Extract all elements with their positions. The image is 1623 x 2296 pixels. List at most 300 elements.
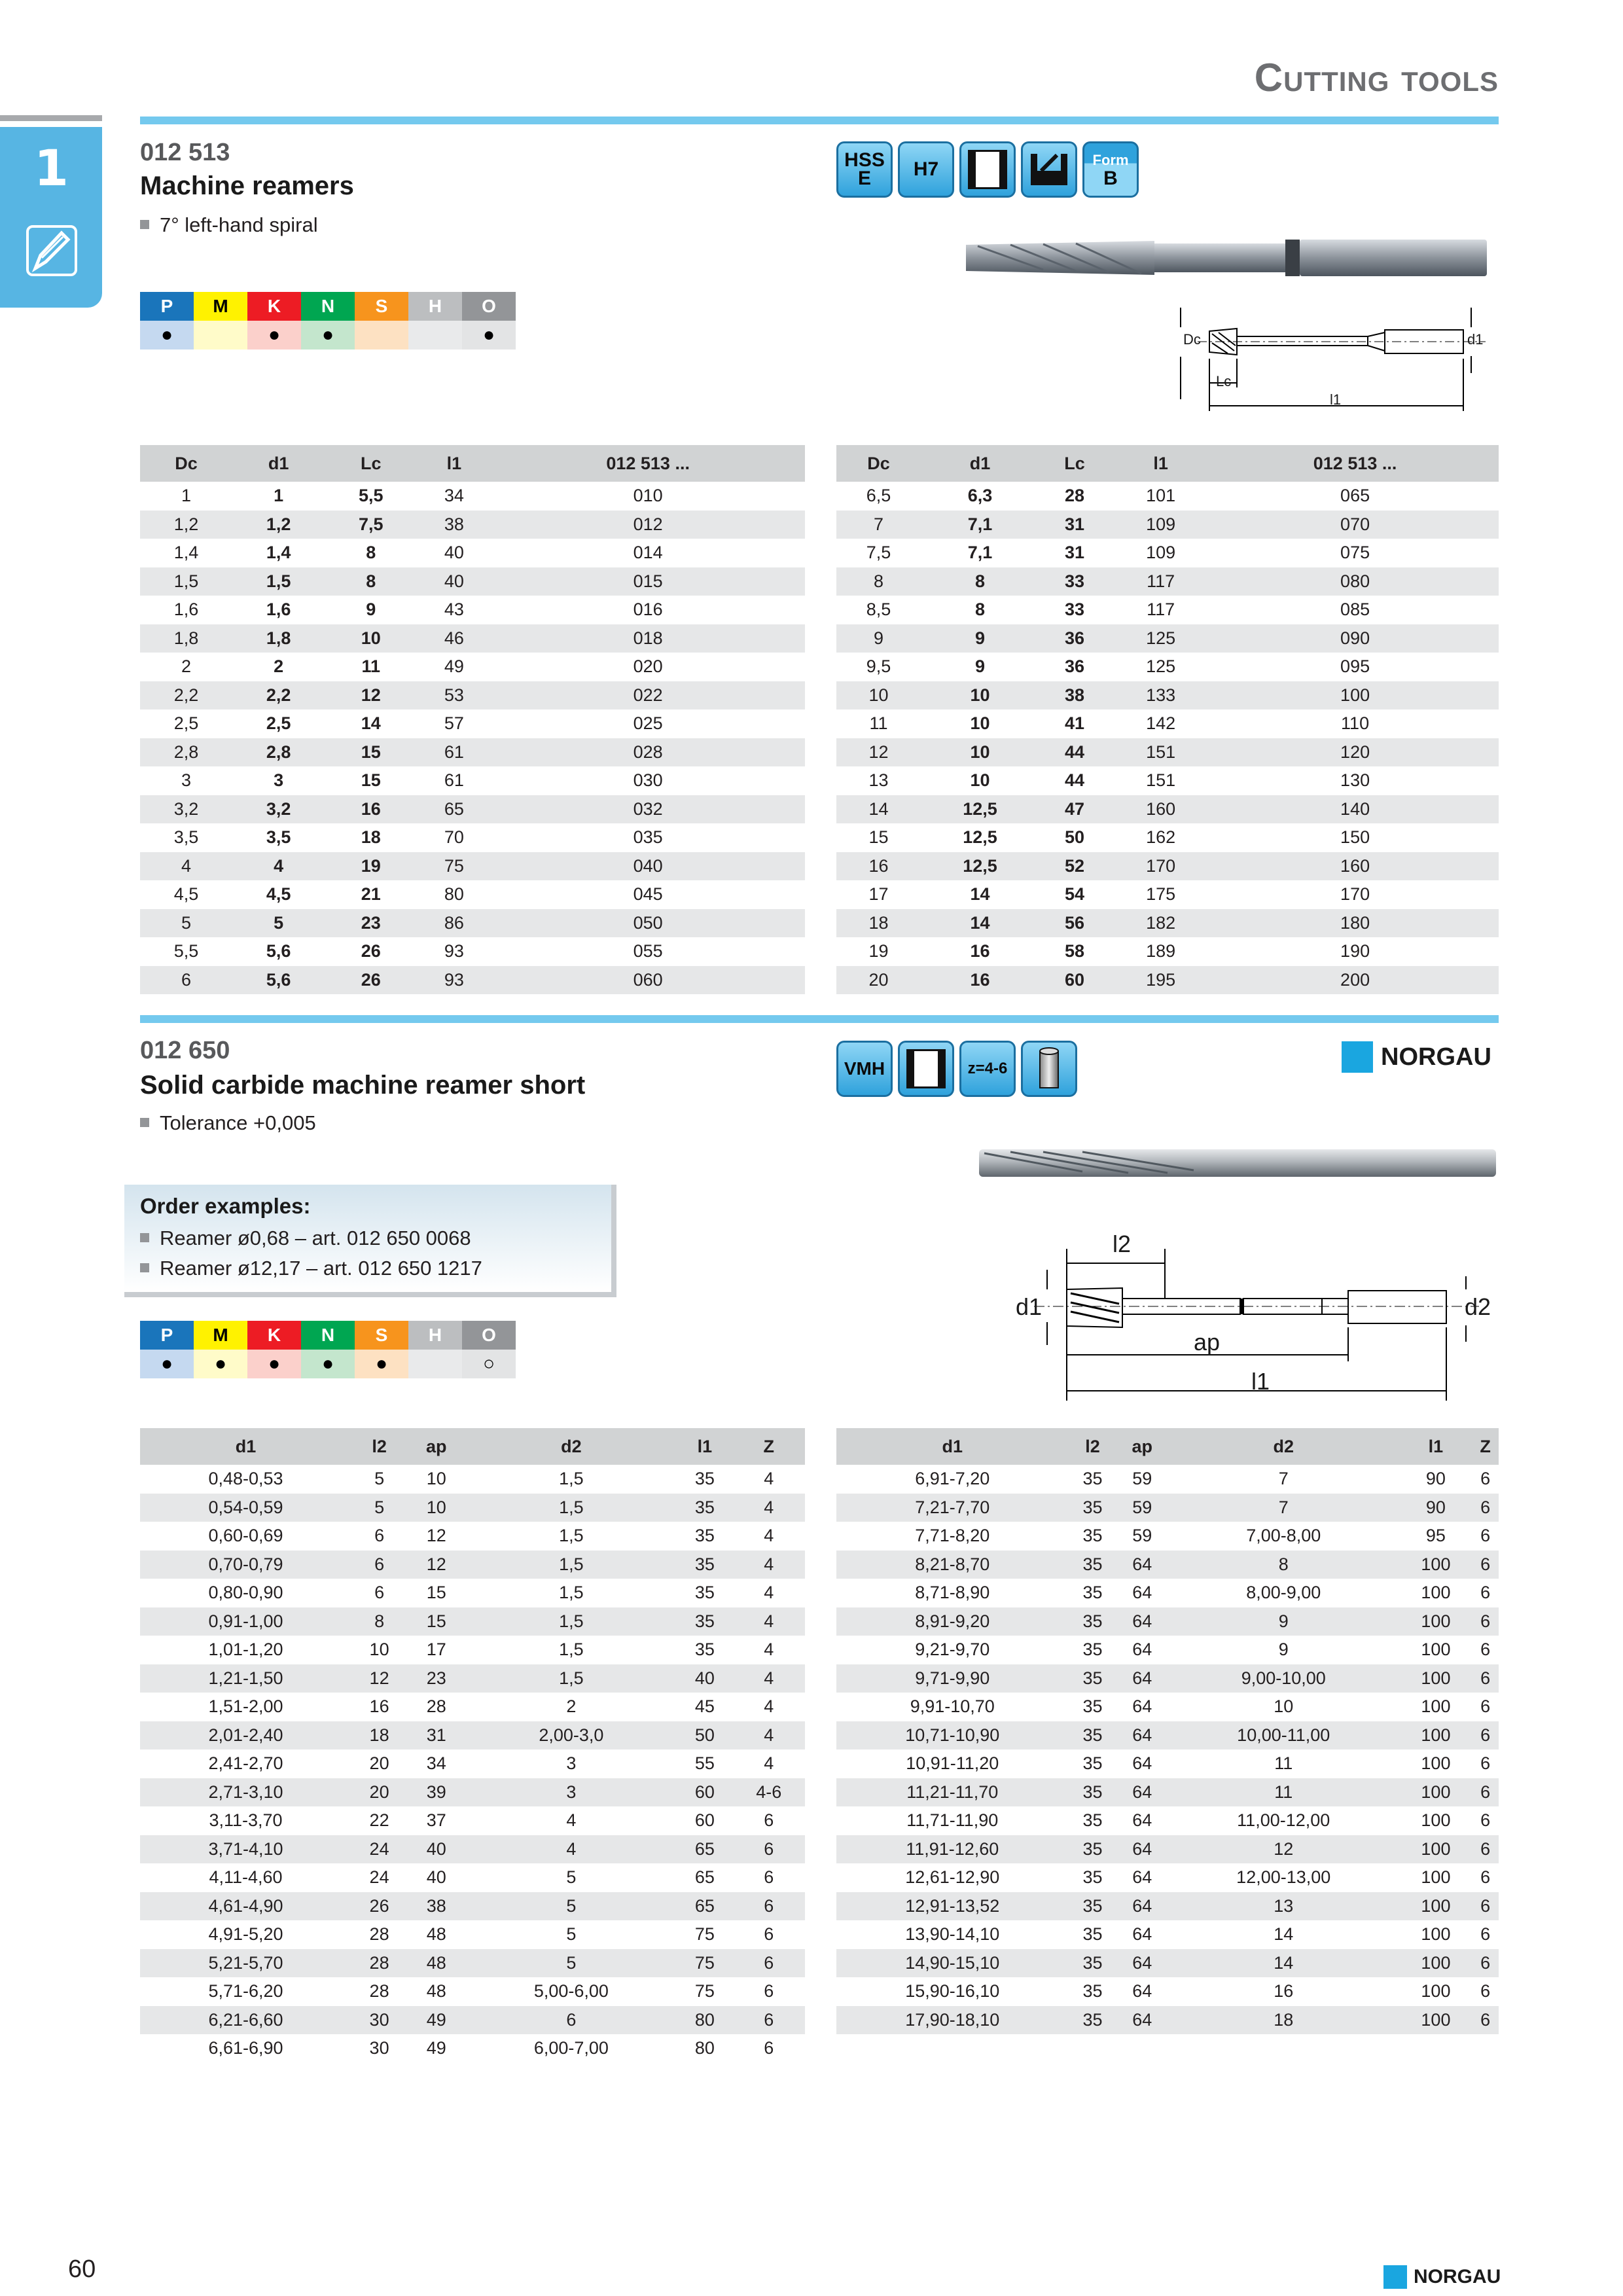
table-cell: 125 (1146, 656, 1176, 677)
table-cell: 1 (274, 486, 284, 506)
chapter-number: 1 (34, 139, 69, 197)
table-cell: 100 (1421, 1924, 1451, 1945)
table-cell: 2,00-3,0 (465, 1721, 677, 1750)
table-cell: 64 (1116, 1949, 1168, 1978)
table-cell: 100 (1400, 1721, 1472, 1750)
table-cell: 6 (1472, 1892, 1499, 1921)
table-row (836, 937, 1499, 966)
section2-badges (836, 1041, 1085, 1100)
table-cell: 4,61-4,90 (140, 1892, 351, 1921)
table-cell: 40 (444, 543, 464, 563)
table-cell: 35 (1082, 1753, 1103, 1774)
table-cell: 1,4 (266, 543, 291, 563)
table-cell: 2,5 (173, 713, 199, 734)
table-cell: 59 (1116, 1494, 1168, 1522)
table-cell: 100 (1421, 1640, 1451, 1660)
norgau-brand-text: NORGAU (1381, 1043, 1491, 1071)
table-cell: 61 (417, 738, 491, 767)
table-cell: 0,91-1,00 (140, 1607, 351, 1636)
slot-icon (1021, 141, 1077, 198)
column-header: l2 (351, 1428, 407, 1465)
table-cell: 2,01-2,40 (140, 1721, 351, 1750)
table-cell: 133 (1110, 681, 1211, 710)
table-cell: 9,5 (866, 656, 891, 677)
table-cell: 110 (1341, 713, 1370, 734)
table-cell: 1,2 (232, 511, 325, 539)
column-header: 012 513 ... (491, 445, 805, 482)
table-cell: 9,21-9,70 (915, 1640, 990, 1660)
table-cell: 7,5 (325, 511, 417, 539)
material-dot-m: ● (194, 1350, 247, 1378)
table-cell: 6 (1472, 1949, 1499, 1978)
table-cell: 95 (1425, 1526, 1446, 1546)
table-row (140, 880, 805, 909)
order-examples-title: Order examples: (140, 1194, 311, 1218)
table-cell: 6 (764, 1981, 774, 2001)
table-cell: 125 (1110, 624, 1211, 653)
table-cell: 8 (351, 1607, 407, 1636)
table-cell: 18 (351, 1721, 407, 1750)
table-cell: 50 (1065, 827, 1085, 848)
table-cell: 1,5 (559, 1583, 584, 1603)
table-cell: 18 (1168, 2006, 1400, 2035)
table-cell: 100 (1421, 1981, 1451, 2001)
column-header: l1 (417, 445, 491, 482)
table-cell: 14,90-15,10 (836, 1949, 1069, 1978)
table-cell: 23 (407, 1664, 465, 1693)
table-row (140, 1778, 805, 1807)
table-cell: 6 (764, 1867, 774, 1888)
header-rule (140, 117, 1499, 124)
table-cell: 0,48-0,53 (208, 1469, 283, 1489)
table-cell: 151 (1110, 738, 1211, 767)
table-row (140, 567, 805, 596)
table-cell: 1,4 (173, 543, 199, 563)
table-cell: 80 (677, 2006, 732, 2035)
table-cell: 1,8 (140, 624, 232, 653)
table-cell: 200 (1211, 966, 1499, 995)
table-cell: 5 (374, 1469, 385, 1489)
badge-z4-6: z=4-6 (959, 1041, 1016, 1097)
table-row (140, 482, 805, 511)
material-n: N (301, 1321, 355, 1350)
table-cell: 100 (1421, 1583, 1451, 1603)
table-cell: 4 (764, 1640, 774, 1660)
table-cell: 6 (1480, 1696, 1491, 1717)
table-cell: 35 (1069, 1551, 1117, 1579)
table-cell: 4,11-4,60 (209, 1867, 283, 1888)
table-cell: 54 (1065, 884, 1085, 905)
column-header: d1 (232, 445, 325, 482)
table-row (836, 852, 1499, 881)
table-cell: 8 (366, 543, 376, 563)
frame-icon (898, 1041, 954, 1097)
table-cell: 035 (633, 827, 663, 848)
table-cell: 5 (232, 909, 325, 938)
table-cell: 15 (426, 1583, 446, 1603)
column-header: d2 (1168, 1428, 1400, 1465)
table-cell: 100 (1400, 1607, 1472, 1636)
table-cell: 2,71-3,10 (140, 1778, 351, 1807)
table-row (836, 539, 1499, 567)
table-cell: 15 (407, 1607, 465, 1636)
table-cell: 032 (491, 795, 805, 824)
table-cell: 4 (566, 1810, 577, 1831)
table-row (836, 1522, 1499, 1551)
table-row (140, 937, 805, 966)
table-row (836, 1749, 1499, 1778)
table-cell: 6 (1480, 1753, 1491, 1774)
table-row (836, 482, 1499, 511)
table-cell: 2 (566, 1696, 577, 1717)
table-cell: 20 (836, 966, 921, 995)
table-cell: 30 (351, 2006, 407, 2035)
table-cell: 1,8 (232, 624, 325, 653)
table-cell: 12 (325, 681, 417, 710)
table-cell: 10 (970, 770, 990, 791)
table-row (836, 1977, 1499, 2006)
table-row (836, 1551, 1499, 1579)
table-cell: 117 (1110, 567, 1211, 596)
table-cell: 75 (417, 852, 491, 881)
table-cell: 39 (407, 1778, 465, 1807)
table-cell: 38 (417, 511, 491, 539)
norgau-square-icon (1342, 1041, 1373, 1073)
cylinder-icon (1021, 1041, 1077, 1097)
table-cell: 3,5 (266, 827, 291, 848)
column-header: l1 (677, 1428, 732, 1465)
table-cell: 64 (1132, 1810, 1152, 1831)
table-cell: 70 (444, 827, 464, 848)
table-cell: 4 (764, 1526, 774, 1546)
table-cell: 9 (366, 600, 376, 620)
table-cell: 35 (677, 1551, 732, 1579)
table-row (836, 823, 1499, 852)
table-cell: 2,8 (232, 738, 325, 767)
table-cell: 7,1 (967, 543, 993, 563)
table-cell: 016 (633, 600, 663, 620)
table-cell: 5,21-5,70 (140, 1949, 351, 1978)
table-cell: 6 (374, 1583, 385, 1603)
table-row (836, 709, 1499, 738)
table-cell: 90 (1425, 1469, 1446, 1489)
chapter-tab[interactable] (0, 127, 102, 308)
table-cell: 6 (1472, 1551, 1499, 1579)
table-cell: 31 (1065, 543, 1085, 563)
table-cell: 101 (1146, 486, 1176, 506)
table-cell: 64 (1116, 2006, 1168, 2035)
table-cell: 61 (444, 770, 464, 791)
table-row (836, 1693, 1499, 1721)
table-row (140, 1693, 805, 1721)
table-cell: 31 (1039, 511, 1110, 539)
table-cell: 12,5 (921, 795, 1039, 824)
table-cell: 14 (921, 909, 1039, 938)
table-cell: 5 (465, 1892, 677, 1921)
table-cell: 6 (351, 1551, 407, 1579)
table-cell: 2 (274, 656, 284, 677)
table-cell: 65 (677, 1835, 732, 1864)
table-row (836, 1863, 1499, 1892)
table-row (140, 709, 805, 738)
table-cell: 11 (1168, 1778, 1400, 1807)
table-row (836, 1721, 1499, 1750)
table-cell: 35 (1069, 1721, 1117, 1750)
table-cell: 35 (1069, 2006, 1117, 2035)
table-cell: 6 (465, 2006, 677, 2035)
table-cell: 24 (369, 1867, 389, 1888)
table-cell: 20 (369, 1753, 389, 1774)
table-row (140, 511, 805, 539)
table-row (140, 1949, 805, 1978)
table-row (140, 1664, 805, 1693)
table-cell: 170 (1110, 852, 1211, 881)
table-cell: 36 (1039, 624, 1110, 653)
table-cell: 195 (1110, 966, 1211, 995)
material-dot-p: ● (140, 1350, 194, 1378)
table-cell: 1,51-2,00 (208, 1696, 283, 1717)
table-cell: 28 (1065, 486, 1085, 506)
material-k: K (247, 1321, 301, 1350)
table-row (140, 653, 805, 681)
bullet-icon (140, 1233, 149, 1242)
table-cell: 35 (1069, 1778, 1117, 1807)
table-cell: 33 (1065, 600, 1085, 620)
table-cell: 64 (1116, 1551, 1168, 1579)
table-row (836, 1835, 1499, 1864)
table-row (836, 1494, 1499, 1522)
table-cell: 8 (921, 567, 1039, 596)
table-row (836, 1636, 1499, 1664)
material-o: O (462, 292, 516, 321)
table-cell: 15 (868, 827, 889, 848)
table-row (836, 1806, 1499, 1835)
table-cell: 170 (1340, 884, 1370, 905)
table-cell: 1 (181, 486, 192, 506)
table-cell: 2,5 (266, 713, 291, 734)
table-row (836, 1664, 1499, 1693)
table-cell: 175 (1146, 884, 1176, 905)
drill-icon (26, 225, 77, 276)
table-cell: 075 (1340, 543, 1370, 563)
table-cell: 109 (1146, 543, 1176, 563)
table-cell: 6 (1480, 1981, 1491, 2001)
table-cell: 162 (1146, 827, 1176, 848)
table-cell: 4 (764, 1753, 774, 1774)
table-cell: 34 (444, 486, 464, 506)
table-cell: 75 (694, 1924, 715, 1945)
table-cell: 35 (1082, 1640, 1103, 1660)
table-row (140, 1892, 805, 1921)
column-header: l1 (1110, 445, 1211, 482)
table-cell: 018 (491, 624, 805, 653)
table-cell: 48 (426, 1981, 446, 2001)
table-cell: 1,5 (559, 1640, 584, 1660)
table-cell: 23 (325, 909, 417, 938)
table-row (140, 795, 805, 824)
table-cell: 9 (921, 624, 1039, 653)
table-cell: 3,5 (173, 827, 199, 848)
table-row (836, 738, 1499, 767)
column-header: Lc (325, 445, 417, 482)
table-cell: 100 (1400, 1949, 1472, 1978)
table-cell: 3,2 (232, 795, 325, 824)
table-row (836, 1778, 1499, 1807)
table-cell: 64 (1132, 1753, 1152, 1774)
material-n: N (301, 292, 355, 321)
table-row (140, 681, 805, 710)
table-cell: 7,5 (866, 543, 891, 563)
table-cell: 59 (1132, 1526, 1152, 1546)
table-cell: 9 (1278, 1640, 1289, 1660)
table-row (836, 681, 1499, 710)
table-cell: 4 (232, 852, 325, 881)
column-header: ap (1116, 1428, 1168, 1465)
table-row (140, 852, 805, 881)
carbide-reamer-photo (978, 1144, 1497, 1181)
order-example-text: Reamer ø12,17 – art. 012 650 1217 (160, 1257, 482, 1280)
table-cell: 150 (1340, 827, 1370, 848)
table-cell: 75 (677, 1949, 732, 1978)
table-row (836, 1949, 1499, 1978)
column-header: ap (407, 1428, 465, 1465)
table-cell: 5,6 (232, 966, 325, 995)
table-cell: 16 (836, 852, 921, 881)
material-dot-n: ● (301, 1350, 355, 1378)
table-cell: 35 (1082, 1583, 1103, 1603)
table-cell: 15 (325, 738, 417, 767)
table-cell: 100 (1421, 1867, 1451, 1888)
table-cell: 35 (694, 1469, 715, 1489)
table-cell: 0,60-0,69 (208, 1526, 283, 1546)
table-cell: 14 (1168, 1949, 1400, 1978)
table-cell: 182 (1110, 909, 1211, 938)
table-cell: 64 (1116, 1664, 1168, 1693)
section1-badges (836, 141, 1144, 200)
table-cell: 64 (1116, 1607, 1168, 1636)
table-cell: 2,2 (232, 681, 325, 710)
table-cell: 085 (1340, 600, 1370, 620)
table-cell: 160 (1211, 852, 1499, 881)
table-cell: 22 (369, 1810, 389, 1831)
table-row (140, 966, 805, 995)
table-cell: 5,71-6,20 (208, 1981, 283, 2001)
table-row (140, 1522, 805, 1551)
table-cell: 16 (369, 1696, 389, 1717)
table-cell: 142 (1146, 713, 1176, 734)
table-cell: 1,5 (465, 1607, 677, 1636)
table-cell: 64 (1132, 1981, 1152, 2001)
table-cell: 6 (732, 1892, 805, 1921)
table-cell: 35 (1069, 1494, 1117, 1522)
table-row (836, 567, 1499, 596)
table-cell: 6 (764, 1810, 774, 1831)
table-cell: 17 (426, 1640, 446, 1660)
table-cell: 34 (426, 1753, 446, 1774)
table-cell: 4 (764, 1469, 774, 1489)
table-cell: 64 (1116, 1778, 1168, 1807)
ap-label: ap (1194, 1329, 1221, 1355)
table-cell: 10 (836, 681, 921, 710)
table-cell: 11,91-12,60 (836, 1835, 1069, 1864)
frame-icon (959, 141, 1016, 198)
table-cell: 35 (1069, 1664, 1117, 1693)
badge-vmh: VMH (836, 1041, 893, 1097)
table-cell: 35 (694, 1526, 715, 1546)
table-cell: 5,00-6,00 (533, 1981, 609, 2001)
table-cell: 45 (694, 1696, 715, 1717)
material-m: M (194, 292, 247, 321)
table-cell: 13,90-14,10 (905, 1924, 1000, 1945)
section2-bullet (140, 1111, 316, 1135)
table-row (140, 539, 805, 567)
table-cell: 55 (694, 1753, 715, 1774)
table-cell: 35 (1069, 1607, 1117, 1636)
table-cell: 19 (325, 852, 417, 881)
table-row (140, 1863, 805, 1892)
table-cell: 64 (1116, 1835, 1168, 1864)
table-cell: 12,00-13,00 (1236, 1867, 1331, 1888)
table-cell: 11,00-12,00 (1237, 1810, 1330, 1831)
table-cell: 028 (491, 738, 805, 767)
table-cell: 21 (361, 884, 381, 905)
table-cell: 020 (633, 656, 663, 677)
badge-h7: H7 (898, 141, 954, 198)
table-cell: 180 (1211, 909, 1499, 938)
table-cell: 9 (836, 624, 921, 653)
table-cell: 4,5 (266, 884, 291, 905)
material-s: S (355, 1321, 408, 1350)
table-cell: 7 (1168, 1494, 1400, 1522)
table-cell: 100 (1400, 1778, 1472, 1807)
table-row (836, 909, 1499, 938)
table-cell: 6 (764, 2038, 774, 2058)
table-cell: 3 (274, 770, 284, 791)
table-cell: 6 (732, 1949, 805, 1978)
d2-label: d2 (1465, 1293, 1491, 1320)
table-cell: 24 (351, 1835, 407, 1864)
table-row (836, 1465, 1499, 1494)
table-cell: 15 (361, 770, 381, 791)
material-p: P (140, 1321, 194, 1350)
material-k: K (247, 292, 301, 321)
table-cell: 100 (1400, 1835, 1472, 1864)
table-cell: 40 (407, 1835, 465, 1864)
table-cell: 28 (369, 1924, 389, 1945)
table-cell: 35 (1069, 1892, 1117, 1921)
table-cell: 43 (444, 600, 464, 620)
table-cell: 14 (836, 795, 921, 824)
table-cell: 12 (1168, 1835, 1400, 1864)
d1-label: d1 (1467, 331, 1484, 348)
table-cell: 4 (732, 1494, 805, 1522)
table-cell: 030 (633, 770, 663, 791)
table-cell: 7 (836, 511, 921, 539)
table-cell: 17 (868, 884, 889, 905)
table-cell: 3,71-4,10 (140, 1835, 351, 1864)
table-cell: 10 (921, 681, 1039, 710)
table-cell: 6 (1480, 1469, 1491, 1489)
table-cell: 28 (369, 1981, 389, 2001)
table-cell: 10 (1274, 1696, 1294, 1717)
table-cell: 13 (1168, 1892, 1400, 1921)
table-cell: 6 (1480, 1640, 1491, 1660)
table-cell: 100 (1421, 1753, 1451, 1774)
table-cell: 56 (1039, 909, 1110, 938)
table-row (140, 1977, 805, 2006)
table-cell: 189 (1146, 941, 1176, 961)
table-cell: 35 (1082, 1981, 1103, 2001)
